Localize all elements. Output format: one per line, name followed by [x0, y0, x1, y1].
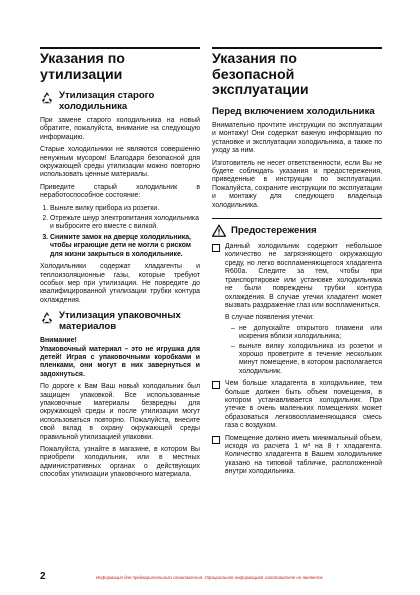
- old-fridge-heading: [40, 91, 200, 112]
- disable-step: 3. Снимите замок на дверце холодильника, чтобы играющие дети не могли с риском для жизни закрыться в холодильнике.: [50, 234, 200, 259]
- safety-title: Указания по безопасной эксплуатации: [212, 51, 309, 98]
- before-switch-on-p1: Внимательно прочтите инструкции по эксплуатации и монтажу! Они содержат важную информацию по установке и эксплуатации холодильника, а также по уходу за ним.: [212, 122, 382, 155]
- warnings-list: [212, 243, 382, 477]
- leak-step: – не допускайте открытого пламени или искрения вблизи холодильника;: [231, 325, 382, 342]
- warnings-heading: [212, 218, 382, 238]
- packaging-p1: По дороге к Вам Ваш новый холодильник был защищен упаковкой. Все использованные упаковочные материалы безвредны для окружающей среды и после утилизации могут использоваться повторно. Пожалуйста, внесите свой вклад в охрану окружающей среды правильной утилизацией упаковки.: [40, 383, 200, 441]
- right-top-rule: [212, 47, 382, 49]
- warning-item-text: Помещение должно иметь минимальный объем, исходя из расчета 1 м³ на 8 г хладагента. Количество хладагента в Вашем холодильнике указано на типовой табличке, расположенной внутри холодильника.: [225, 434, 382, 476]
- footer-disclaimer: Информация для предварительного ознакомления. Официальной информацией изготовителя не является.: [96, 575, 324, 580]
- left-top-rule: [40, 47, 200, 49]
- warning-item: [212, 380, 382, 430]
- old-fridge-p3: Приведите старый холодильник в неработоспособное состояние:: [40, 183, 200, 200]
- disable-steps-list: [40, 205, 200, 259]
- warning-item: [212, 435, 382, 477]
- before-switch-on-p2: Изготовитель не несет ответственности, если Вы не будете соблюдать указания и предостережения, приведенные в инструкции по эксплуатации. Пожалуйста, сохраните инструкции по эксплуатации и монтажу для следующего владельца холодильника.: [212, 159, 382, 209]
- recycle-icon: [40, 91, 54, 105]
- disable-step: 2. Отрежьте шнур электропитания холодильника и выбросите его вместе с вилкой.: [50, 215, 200, 232]
- checkbox-square-icon: [212, 244, 220, 252]
- packaging-heading-text: Утилизация упаковочных материалов: [59, 310, 181, 332]
- before-switch-on-heading: Перед включением холодильника: [212, 105, 375, 117]
- checkbox-square-icon: [212, 381, 220, 389]
- left-column: [40, 52, 200, 484]
- attention-label: Внимание!: [40, 337, 77, 345]
- packaging-heading: [40, 311, 200, 332]
- packaging-warning: Упаковочный материал – это не игрушка для детей! Играя с упаковочными коробками и пленками, они могут в них завернуться и задохнуться.: [40, 345, 200, 378]
- warning-item-text: Данный холодильник содержит небольшое количество не загрязняющего окружающую среду, но легко воспламеняющегося хладагента R600a. Следите за тем, чтобы при транспортировке или установке холодильника не были повреждены трубки контура охлаждения. В случае утечки хладагент может вызвать раздражение глаз или воспламениться.: [225, 243, 382, 309]
- leak-step: – выньте вилку холодильника из розетки и хорошо проветрите в течение нескольких минут помещение, в котором располагается холодильник.: [231, 343, 382, 377]
- warning-item: [212, 243, 382, 376]
- disable-step: 1. Выньте вилку прибора из розетки.: [50, 205, 200, 213]
- warning-triangle-icon: [212, 224, 226, 238]
- packaging-p2: Пожалуйста, узнайте в магазине, в котором Вы приобрели холодильник, или в местных административных органах о действующих способах утилизации упаковочного материала.: [40, 446, 200, 479]
- recycle-icon: [40, 311, 54, 325]
- warnings-heading-text: Предостережения: [231, 224, 317, 236]
- warning-item-text: Чем больше хладагента в холодильнике, тем больше должен быть объем помещения, в котором устанавливается холодильник. При утечке в очень маленьких помещениях может образоваться легковоспламеняющаяся смесь газа с воздухом.: [225, 380, 382, 430]
- right-column: [212, 52, 382, 481]
- old-fridge-p1: При замене старого холодильника на новый обратите, пожалуйста, внимание на следующую информацию.: [40, 117, 200, 141]
- old-fridge-heading-text: Утилизация старого холодильника: [59, 90, 155, 112]
- leak-steps-list: [231, 325, 382, 376]
- leak-intro: В случае появления утечки:: [225, 314, 315, 322]
- old-fridge-p4: Холодильники содержат хладагенты и теплоизоляционные газы, которые требуют особых мер при утилизации. Не повредите до квалифицированной утилизации трубки контура охлаждения.: [40, 263, 200, 304]
- checkbox-square-icon: [212, 436, 220, 444]
- old-fridge-p2: Старые холодильники не являются совершенно ненужным мусором! Благодаря безопасной для окружающей среды утилизации можно повторно использовать ценные материалы.: [40, 146, 200, 179]
- page-number: 2: [40, 571, 46, 582]
- disposal-title: Указания по утилизации: [40, 51, 125, 83]
